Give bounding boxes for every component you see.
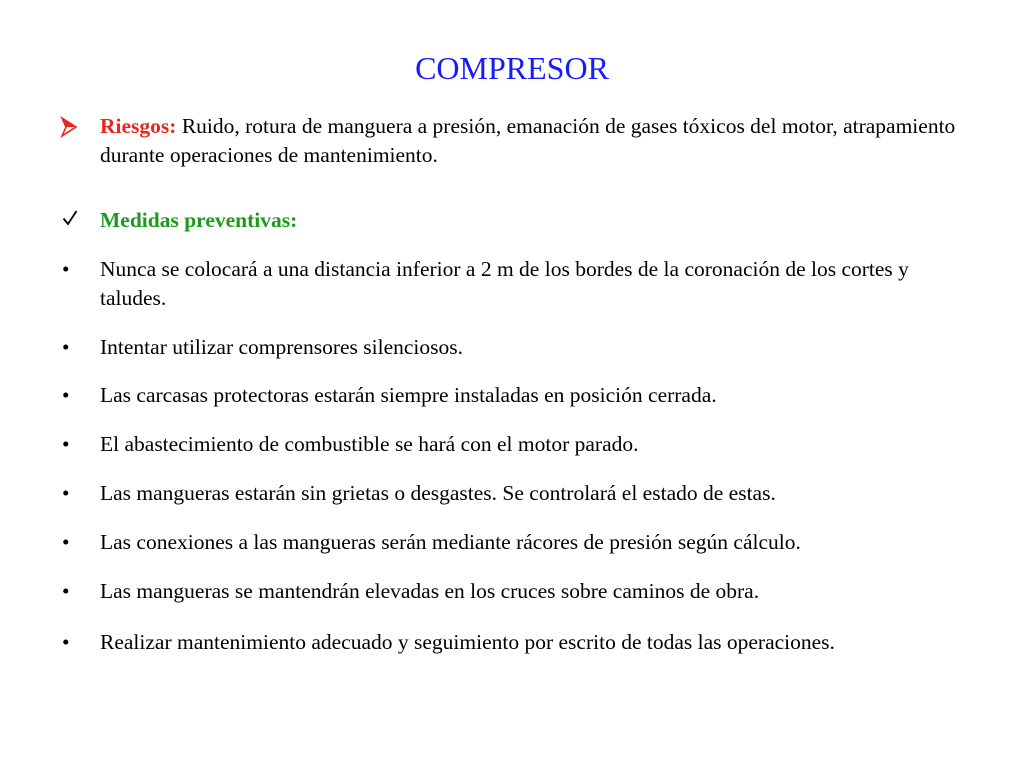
measures-marker <box>60 206 96 235</box>
list-item-text: Las conexiones a las mangueras serán mediante rácores de presión según cálculo. <box>100 530 801 554</box>
bullet-icon: • <box>62 530 70 554</box>
bullet-icon: • <box>62 481 70 505</box>
bullet-icon: • <box>62 335 70 359</box>
bullet-icon: • <box>62 383 70 407</box>
risks-marker <box>60 112 96 146</box>
list-item-text: Las mangueras se mantendrán elevadas en los cruces sobre caminos de obra. <box>100 579 760 603</box>
bullet-icon: • <box>62 257 70 281</box>
bullet-icon: • <box>62 630 70 654</box>
list-item-text: Nunca se colocará a una distancia inferior a 2 m de los bordes de la coronación de los cortes y taludes. <box>100 257 909 310</box>
risks-description: Ruido, rotura de manguera a presión, emanación de gases tóxicos del motor, atrapamiento durante operaciones de mantenimiento. <box>100 114 956 167</box>
list-item-text: Las carcasas protectoras estarán siempre instaladas en posición cerrada. <box>100 383 717 407</box>
list-item-text: El abastecimiento de combustible se hará con el motor parado. <box>100 432 639 456</box>
list-item-text: Realizar mantenimiento adecuado y seguimiento por escrito de todas las operaciones. <box>100 630 835 654</box>
bullet-icon: • <box>62 432 70 456</box>
arrow-bullet-icon <box>60 116 78 138</box>
check-icon <box>62 209 78 227</box>
risks-label: Riesgos: <box>100 114 177 138</box>
measures-label: Medidas preventivas: <box>100 208 298 232</box>
list-item-text: Las mangueras estarán sin grietas o desgastes. Se controlará el estado de estas. <box>100 481 776 505</box>
list-item-text: Intentar utilizar comprensores silenciosos. <box>100 335 464 359</box>
bullet-icon: • <box>62 579 70 603</box>
slide-title: COMPRESOR <box>415 50 609 86</box>
risks-text <box>100 112 960 170</box>
